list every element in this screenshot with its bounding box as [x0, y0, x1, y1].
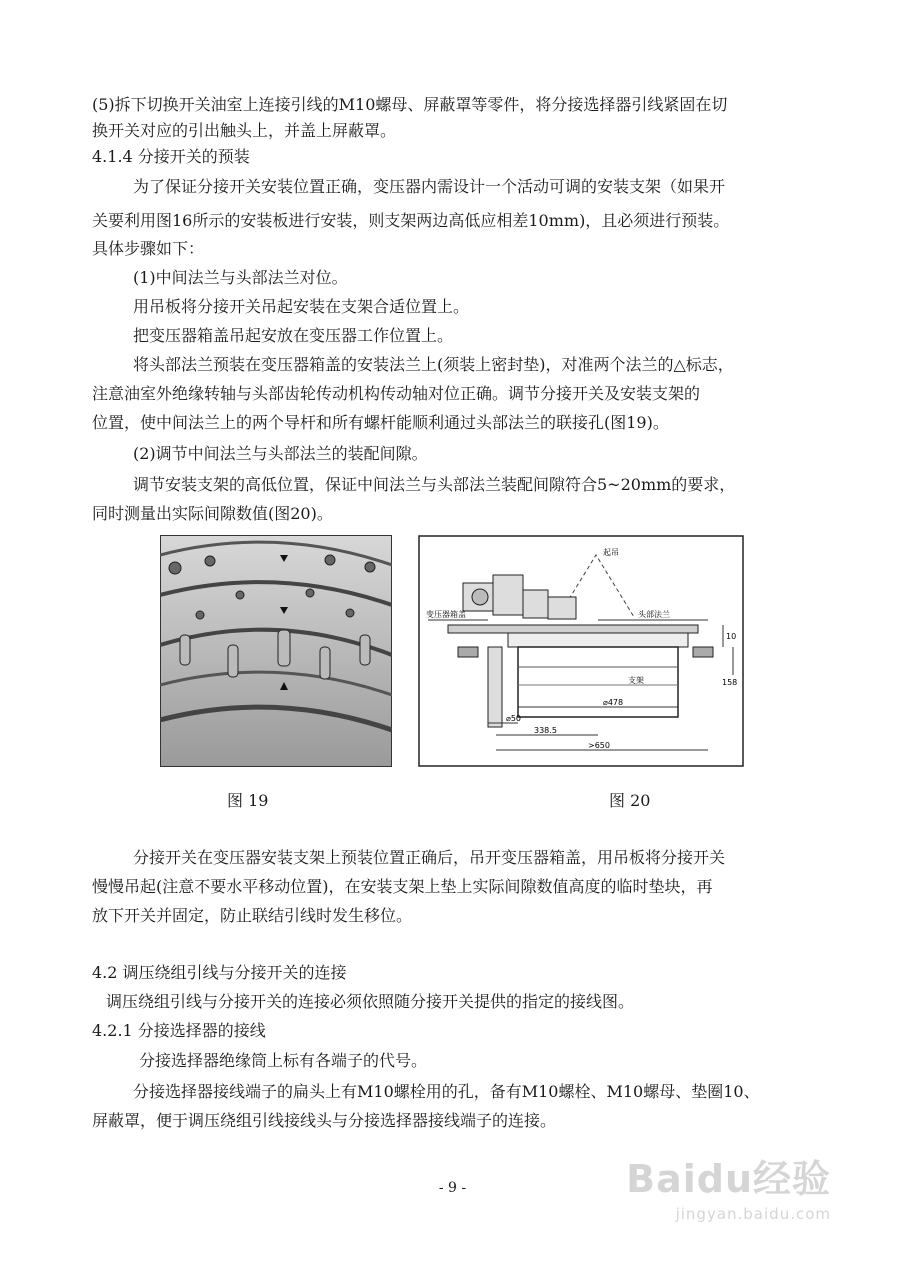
section-heading: 4.1.4 分接开关的预装 [92, 147, 250, 166]
head-flange-label: 头部法兰 [638, 610, 670, 619]
paragraph-line: 关要利用图16所示的安装板进行安装，则支架两边高低应相差10mm)，且必须进行预装。 [92, 211, 730, 230]
paragraph-line: 慢慢吊起(注意不要水平移动位置)，在安装支架上垫上实际间隙数值高度的临时垫块，再 [92, 877, 713, 896]
paragraph-line: 同时测量出实际间隙数值(图20)。 [92, 504, 333, 523]
paragraph-line: (5)拆下切换开关油室上连接引线的M10螺母、屏蔽罩等零件，将分接选择器引线紧固在切 [92, 95, 728, 114]
tank-cover-label: 变压器箱盖 [426, 610, 466, 619]
watermark-url: jingyan.baidu.com [675, 1205, 831, 1223]
watermark-logo: Baidu经验 [626, 1157, 831, 1201]
figure-19-photo [160, 535, 392, 767]
section-heading: 4.2 调压绕组引线与分接开关的连接 [92, 963, 347, 982]
figure-20-caption: 图 20 [609, 791, 651, 810]
page-number: - 9 - [438, 1180, 467, 1196]
paragraph-line: 位置，使中间法兰上的两个导杆和所有螺杆能顺利通过头部法兰的联接孔(图19)。 [92, 413, 669, 432]
paragraph-line: 调节安装支架的高低位置，保证中间法兰与头部法兰装配间隙符合5~20mm的要求， [133, 475, 736, 494]
figure-20-drawing [418, 535, 744, 767]
paragraph-line: 调压绕组引线与分接开关的连接必须依照随分接开关提供的指定的接线图。 [106, 992, 635, 1011]
paragraph-line: 把变压器箱盖吊起安放在变压器工作位置上。 [133, 326, 454, 345]
dim-478: ⌀478 [603, 698, 624, 707]
lift-label: 起吊 [603, 548, 619, 557]
paragraph-line: 为了保证分接开关安装位置正确，变压器内需设计一个活动可调的安装支架（如果开 [133, 177, 726, 196]
dim-338: 338.5 [534, 726, 557, 735]
paragraph-line: 分接选择器绝缘筒上标有各端子的代号。 [139, 1051, 428, 1070]
paragraph-line: 将头部法兰预装在变压器箱盖的安装法兰上(须装上密封垫)，对准两个法兰的△标志， [133, 355, 734, 374]
paragraph-line: 屏蔽罩，便于调压绕组引线接线头与分接选择器接线端子的连接。 [92, 1111, 557, 1130]
dim-158: 158 [722, 678, 738, 687]
paragraph-line: 分接选择器接线端子的扁头上有M10螺栓用的孔，备有M10螺栓、M10螺母、垫圈10、 [133, 1082, 760, 1101]
section-heading: 4.2.1 分接选择器的接线 [92, 1021, 266, 1040]
dim-10: 10 [726, 632, 737, 641]
paragraph-line: 换开关对应的引出触头上，并盖上屏蔽罩。 [92, 121, 397, 140]
paragraph-line: 用吊板将分接开关吊起安装在支架合适位置上。 [133, 297, 470, 316]
paragraph-line: 放下开关并固定，防止联结引线时发生移位。 [92, 906, 413, 925]
dim-650: >650 [588, 741, 610, 750]
paragraph-line: 分接开关在变压器安装支架上预装位置正确后，吊开变压器箱盖，用吊板将分接开关 [133, 848, 726, 867]
figure-19-caption: 图 19 [227, 791, 269, 810]
watermark [626, 1148, 831, 1223]
paragraph-line: (1)中间法兰与头部法兰对位。 [133, 268, 348, 287]
paragraph-line: 具体步骤如下： [92, 239, 205, 258]
dim-50: ⌀50 [506, 714, 521, 723]
bracket-label: 支架 [628, 676, 644, 685]
paragraph-line: 注意油室外绝缘转轴与头部齿轮传动机构传动轴对位正确。调节分接开关及安装支架的 [92, 384, 701, 403]
paragraph-line: (2)调节中间法兰与头部法兰的装配间隙。 [133, 444, 428, 463]
